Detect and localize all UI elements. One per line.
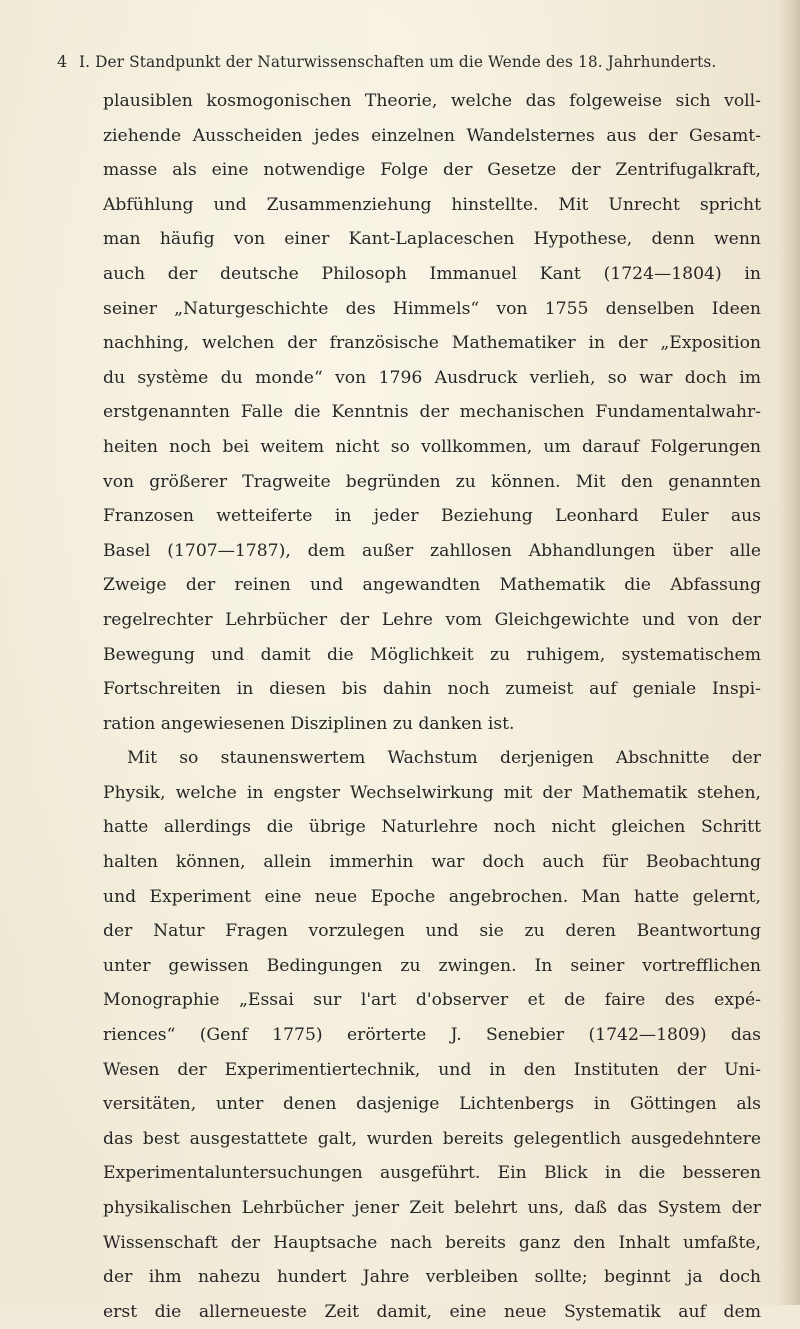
text-line: regelrechter Lehrbücher der Lehre vom Gleichgewichte und von der [103,609,761,630]
running-title: I. Der Standpunkt der Naturwissenschaften um die Wende des 18. Jahrhunderts. [79,52,717,71]
text-line: Experimentaluntersuchungen ausgeführt. Ein Blick in die besseren [103,1163,761,1184]
text-line: Zweige der reinen und angewandten Mathematik die Abfassung [103,575,761,596]
text-line: masse als eine notwendige Folge der Gesetze der Zentrifugalkraft, [103,160,761,181]
text-line: erstgenannten Falle die Kenntnis der mechanischen Fundamentalwahr- [103,402,761,423]
text-line: hatte allerdings die übrige Naturlehre noch nicht gleichen Schritt [103,817,761,838]
text-line: auch der deutsche Philosoph Immanuel Kant (1724—1804) in [103,263,761,284]
page-edge-shadow [778,0,800,1305]
text-line: und Experiment eine neue Epoche angebrochen. Man hatte gelernt, [103,886,761,907]
text-line: seiner „Naturgeschichte des Himmels“ von 1755 denselben Ideen [103,298,761,319]
page-number: 4 [57,52,68,71]
text-line: Monographie „Essai sur l'art d'observer et de faire des expé- [103,990,761,1011]
text-line: riences“ (Genf 1775) erörterte J. Senebier (1742—1809) das [103,1025,761,1046]
text-line: Mit so staunenswertem Wachstum derjenigen Abschnitte der [127,748,761,769]
page-header [57,52,757,71]
text-line: heiten noch bei weitem nicht so vollkommen, um darauf Folgerungen [103,436,761,457]
text-line: Franzosen wetteiferte in jeder Beziehung Leonhard Euler aus [103,506,761,527]
text-line: man häufig von einer Kant-Laplaceschen Hypothese, denn wenn [103,229,761,250]
text-line: der ihm nahezu hundert Jahre verbleiben sollte; beginnt ja doch [103,1267,761,1288]
text-line: nachhing, welchen der französische Mathematiker in der „Exposition [103,333,761,354]
text-line: Wesen der Experimentiertechnik, und in den Instituten der Uni- [103,1059,761,1080]
text-line: versitäten, unter denen dasjenige Lichtenbergs in Göttingen als [103,1094,761,1115]
text-line: das best ausgestattete galt, wurden bereits gelegentlich ausgedehntere [103,1128,761,1149]
text-line: erst die allerneueste Zeit damit, eine neue Systematik auf dem [103,1301,761,1322]
body-text [103,84,761,1329]
text-line: Basel (1707—1787), dem außer zahllosen Abhandlungen über alle [103,540,761,561]
text-line: halten können, allein immerhin war doch auch für Beobachtung [103,852,761,873]
text-line: plausiblen kosmogonischen Theorie, welche das folgeweise sich voll- [103,91,761,111]
text-line: Fortschreiten in diesen bis dahin noch zumeist auf geniale Inspi- [103,679,761,700]
text-line: Bewegung und damit die Möglichkeit zu ruhigem, systematischem [103,644,761,665]
text-line: ziehende Ausscheiden jedes einzelnen Wandelsternes aus der Gesamt- [103,125,761,146]
text-line: von größerer Tragweite begründen zu können. Mit den genannten [103,471,761,492]
text-line: unter gewissen Bedingungen zu zwingen. In seiner vortrefflichen [103,955,761,976]
text-line: Wissenschaft der Hauptsache nach bereits ganz den Inhalt umfaßte, [103,1232,761,1253]
text-line: Abfühlung und Zusammenziehung hinstellte. Mit Unrecht spricht [103,194,761,215]
text-line: physikalischen Lehrbücher jener Zeit belehrt uns, daß das System der [103,1198,761,1218]
text-line: ration angewiesenen Disziplinen zu danken ist. [103,713,515,734]
text-line: der Natur Fragen vorzulegen und sie zu deren Beantwortung [103,921,761,942]
text-line: du système du monde“ von 1796 Ausdruck verlieh, so war doch im [103,367,761,388]
text-line: Physik, welche in engster Wechselwirkung mit der Mathematik stehen, [103,782,761,803]
